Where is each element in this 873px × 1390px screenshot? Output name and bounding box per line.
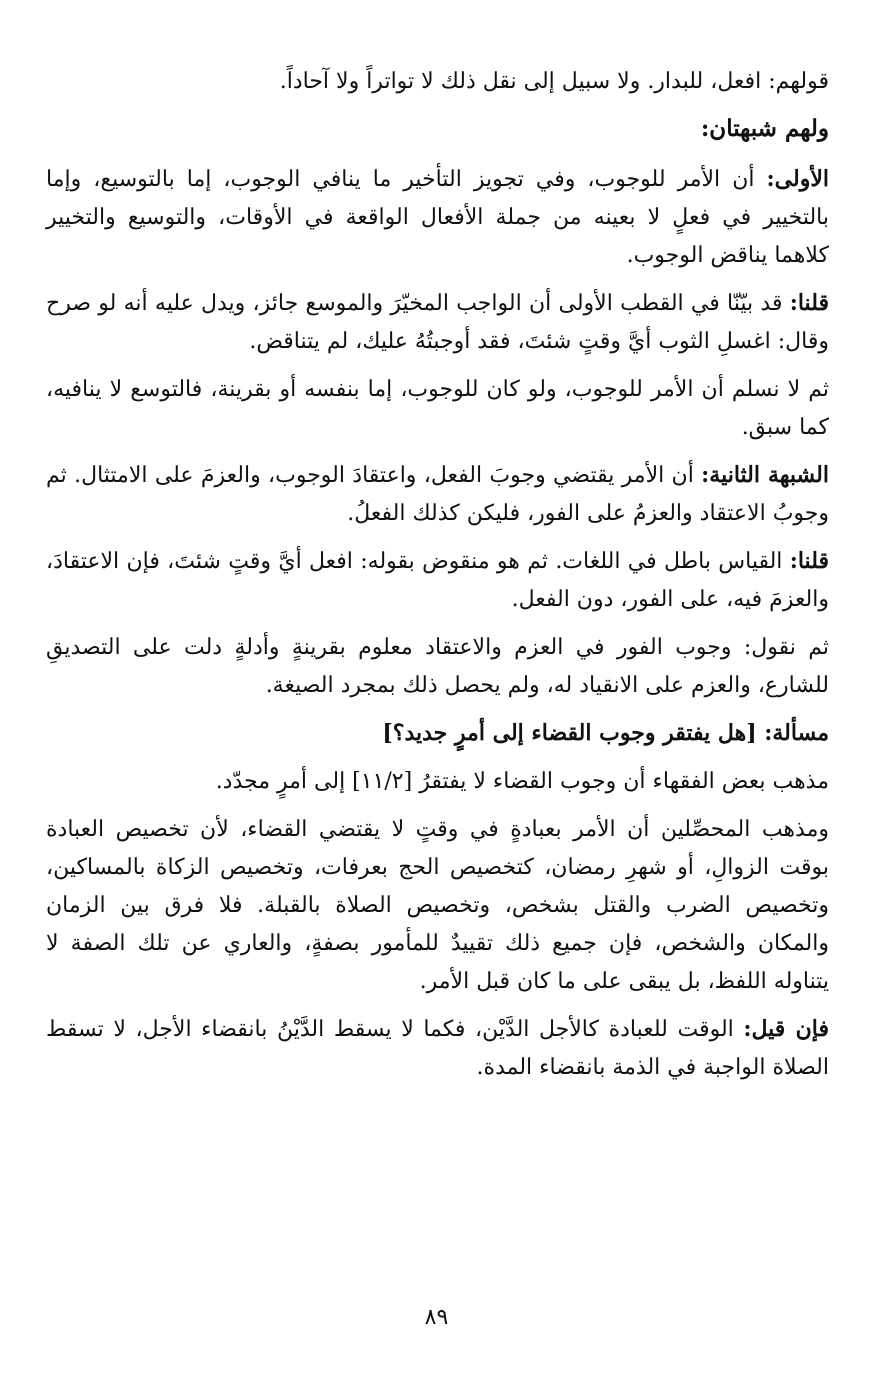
paragraph-reply-1 [46,284,829,361]
paragraph-8 [46,628,829,705]
section-heading-two-doubts [46,110,829,148]
issue-heading [46,714,829,753]
paragraph-lead: فإن قيل: [743,1016,829,1042]
paragraph-first-doubt [46,160,829,275]
paragraph-reply-2 [46,542,829,619]
paragraph-text: ومذهب المحصِّلين أن الأمر بعبادةٍ في وقتٍ لا يقتضي القضاء، لأن تخصيص العبادة بوقت الزوالِ، أو شهرِ رمضان، كتخصيص الحج بعرفات، وتخصيص الزكاة بالمساكين، وتخصيص الضرب والقتل بشخص، وتخصيص الصلاة بالقبلة. فلا فرق بين الزمان والمكان والشخص، فإن جميع ذلك تقييدٌ للمأمور بصفةٍ، والعاري عن تلك الصفة لا يتناوله اللفظ، بل يبقى على ما كان قبل الأمر. [46,817,829,994]
issue-title: مسألة: [هل يفتقر وجوب القضاء إلى أمرٍ جديد؟] [382,720,829,746]
heading-text: ولهم شبهتان: [700,115,829,142]
paragraph-text: أن الأمر للوجوب، وفي تجويز التأخير ما ينافي الوجوب، إما بالتوسيع، وإما بالتخيير في فعلٍ لا بعينه من جملة الأفعال الواقعة في الأوقات، والتوسيع والتخيير كلاهما يناقض الوجوب. [46,167,829,268]
paragraph-10 [46,762,829,801]
paragraph-text: قولهم: افعل، للبدار. ولا سبيل إلى نقل ذلك لا تواتراً ولا آحاداً. [279,69,829,94]
paragraph-text: القياس باطل في اللغات. ثم هو منقوض بقوله: افعل أيَّ وقتٍ شئتَ، فإن الاعتقادَ، والعزمَ فيه، على الفور، دون الفعل. [46,549,829,612]
paragraph-objection [46,1010,829,1087]
paragraph-text: قد بيّنّا في القطب الأولى أن الواجب المخيّرَ والموسع جائز، ويدل عليه أنه لو صرح وقال: اغسلِ الثوب أيَّ وقتٍ شئتَ، فقد أوجبتُهُ عليك، لم يتناقض. [46,291,829,354]
paragraph-lead: الأولى: [766,166,829,192]
paragraph-lead: قلنا: [789,548,829,574]
paragraph-text: مذهب بعض الفقهاء أن وجوب القضاء لا يفتقرُ [١١/٢] إلى أمرٍ مجدّد. [215,769,829,794]
paragraph-second-doubt [46,456,829,533]
page-number: ٨٩ [424,1305,449,1330]
paragraph-5 [46,370,829,447]
paragraph-lead: قلنا: [789,290,829,316]
paragraph-11 [46,810,829,1001]
paragraph-1 [46,62,829,101]
paragraph-text: ثم لا نسلم أن الأمر للوجوب، ولو كان للوجوب، إما بنفسه أو بقرينة، فالتوسع لا ينافيه، كما سبق. [46,377,829,440]
paragraph-lead: الشبهة الثانية: [701,462,829,488]
paragraph-text: الوقت للعبادة كالأجل الدَّيْن، فكما لا يسقط الدَّيْنُ بانقضاء الأجل، لا تسقط الصلاة الواجبة في الذمة بانقضاء المدة. [46,1017,829,1080]
paragraph-text: أن الأمر يقتضي وجوبَ الفعل، واعتقادَ الوجوب، والعزمَ على الامتثال. ثم وجوبُ الاعتقاد والعزمُ على الفور، فليكن كذلك الفعلُ. [46,463,829,526]
paragraph-text: ثم نقول: وجوب الفور في العزم والاعتقاد معلوم بقرينةٍ وأدلةٍ دلت على التصديقِ للشارع، والعزم على الانقياد له، ولم يحصل ذلك بمجرد الصيغة. [46,635,829,698]
